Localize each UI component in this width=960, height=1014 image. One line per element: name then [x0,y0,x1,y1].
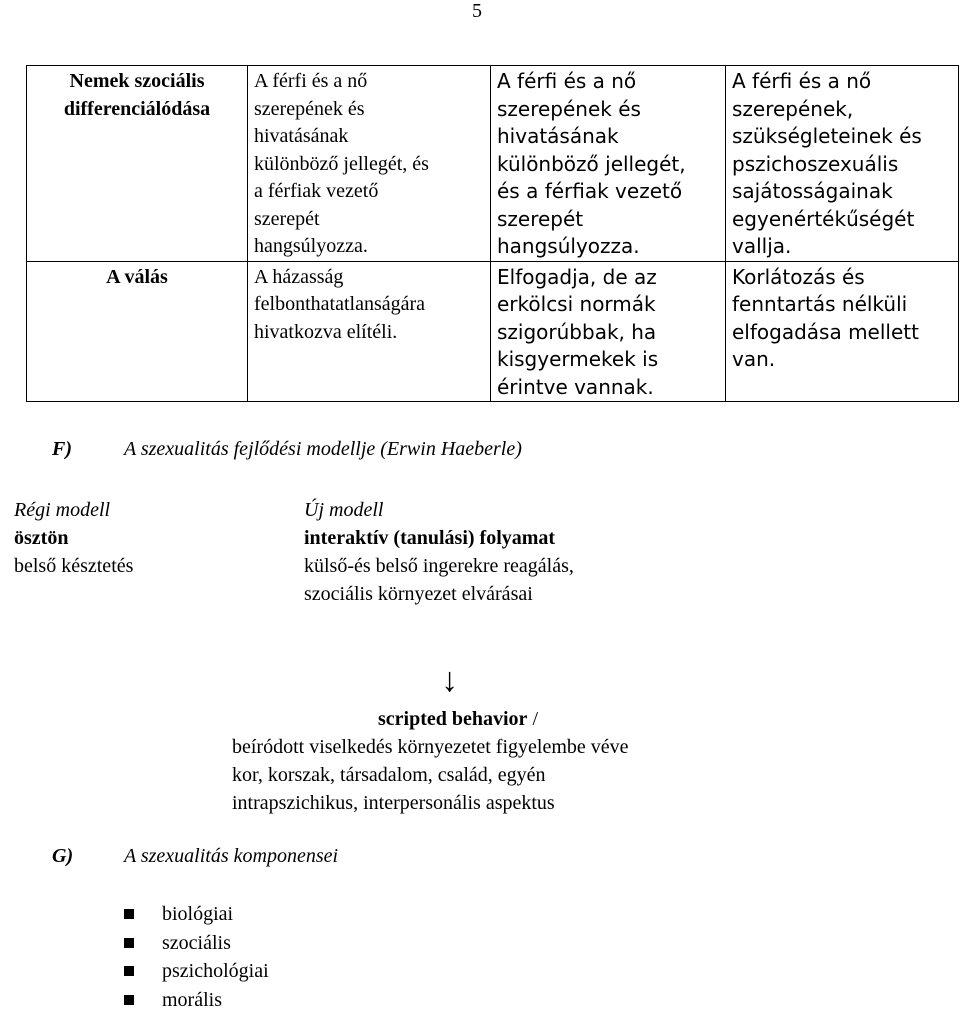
component-label: szociális [162,932,231,954]
components-list [124,900,269,1014]
cell-line: szerepének és [497,96,719,124]
new-model-line-1: külső-és belső ingerekre reagálás, [304,552,574,580]
cell-line: a férfiak vezető [254,178,484,206]
table-cell [491,66,726,262]
square-bullet-icon [124,995,134,1005]
new-model-title: Új modell [304,496,574,524]
page-number: 5 [472,0,482,23]
square-bullet-icon [124,966,134,976]
scripted-suffix: / [527,708,538,730]
cell-line: felbonthatatlanságára [254,291,484,319]
list-item [124,957,269,986]
cell-line: hivatásának [254,123,484,151]
cell-line: van. [732,346,952,374]
cell-line: különböző jellegét, és [254,151,484,179]
cell-line: elfogadása mellett [732,319,952,347]
component-label: biológiai [162,903,233,925]
cell-line: hivatásának [497,123,719,151]
section-g-letter: G) [52,845,73,868]
list-item [124,929,269,958]
new-model-line-2: szociális környezet elvárásai [304,580,574,608]
table-cell [726,66,959,262]
scripted-title-line [378,705,538,733]
section-f-title: A szexualitás fejlődési modellje (Erwin Haeberle) [124,438,522,461]
row-label-cell [27,261,248,402]
component-label: pszichológiai [162,960,269,982]
square-bullet-icon [124,909,134,919]
cell-line: hivatkozva elítéli. [254,319,484,347]
cell-line: hangsúlyozza. [254,233,484,261]
scripted-description [232,733,629,817]
cell-line: A férfi és a nő [254,68,484,96]
cell-line: A házasság [254,264,484,292]
cell-line: különböző jellegét, [497,151,719,179]
table-cell [726,261,959,402]
cell-line: A férfi és a nő [732,68,952,96]
cell-line: szigorúbbak, ha [497,319,719,347]
cell-line: hangsúlyozza. [497,233,719,261]
cell-line: fenntartás nélküli [732,291,952,319]
table-cell [248,66,491,262]
cell-line: szerepét [497,206,719,234]
list-item [124,900,269,929]
row-label-line: differenciálódása [33,96,241,124]
old-model-keyword: ösztön [14,524,133,552]
cell-line: érintve vannak. [497,374,719,402]
scripted-behavior-term: scripted behavior [378,708,527,730]
cell-line: egyenértékűségét [732,206,952,234]
cell-line: vallja. [732,233,952,261]
row-label-line: Nemek szociális [33,68,241,96]
cell-line: szerepének és [254,96,484,124]
cell-line: pszichoszexuális [732,151,952,179]
section-g-title: A szexualitás komponensei [124,845,338,868]
scripted-line-2: kor, korszak, társadalom, család, egyén [232,761,629,789]
row-label-cell [27,66,248,262]
cell-line: A férfi és a nő [497,68,719,96]
cell-line: erkölcsi normák [497,291,719,319]
new-model-block [304,496,574,608]
down-arrow-icon: ↓ [441,664,458,698]
cell-line: szerepének, [732,96,952,124]
row-label-line: A válás [33,264,241,292]
table-cell [248,261,491,402]
comparison-table [26,65,959,402]
new-model-keyword: interaktív (tanulási) folyamat [304,524,574,552]
table-row [27,261,959,402]
old-model-title: Régi modell [14,496,133,524]
old-model-description: belső késztetés [14,552,133,580]
cell-line: sajátosságainak [732,178,952,206]
cell-line: kisgyermekek is [497,346,719,374]
old-model-block [14,496,133,580]
scripted-line-3: intrapszichikus, interpersonális aspektus [232,789,629,817]
table-cell [491,261,726,402]
cell-line: szükségleteinek és [732,123,952,151]
cell-line: Elfogadja, de az [497,264,719,292]
cell-line: Korlátozás és [732,264,952,292]
cell-line: és a férfiak vezető [497,178,719,206]
section-f-letter: F) [52,438,72,461]
scripted-line-1: beíródott viselkedés környezetet figyelembe véve [232,733,629,761]
cell-line: szerepét [254,206,484,234]
component-label: morális [162,989,222,1011]
square-bullet-icon [124,938,134,948]
table-row [27,66,959,262]
